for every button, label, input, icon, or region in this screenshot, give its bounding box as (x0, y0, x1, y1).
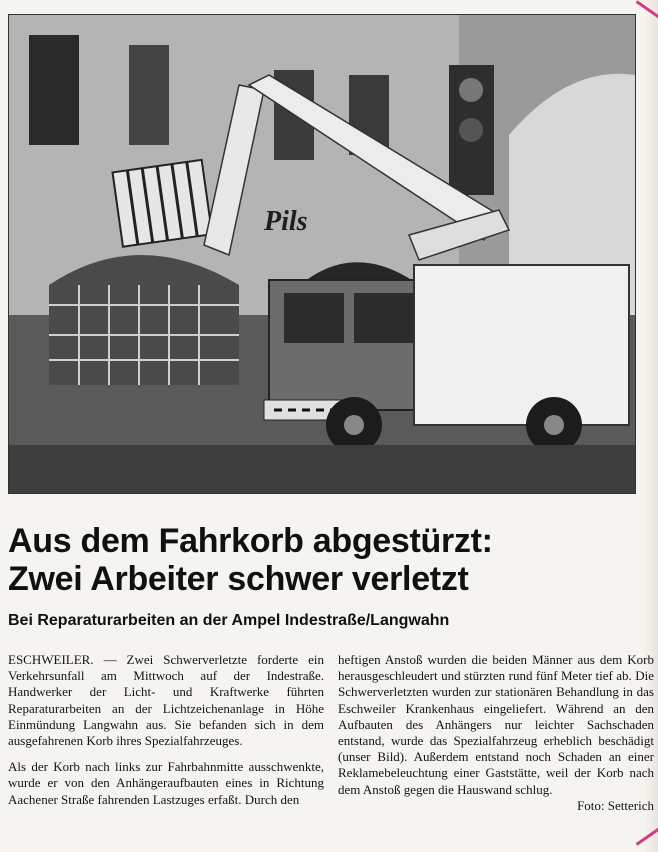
paragraph: Als der Korb nach links zur Fahrbahnmitte ausschwenkte, wurde er von den Anhängeraufbauten eines in Richtung Aachener Straße fahrenden Lastzuges erfaßt. Durch den (8, 759, 324, 807)
paragraph: heftigen Anstoß wurden die beiden Männer aus dem Korb herausgeschleudert und stürzten rund fünf Meter tief ab. Die Schwerverletzten wurden zur stationären Behandlung in das Eschweiler Krankenhaus eingeliefert. Während an den Aufbauten des Anhängers nur leichter Sachschaden entstand, wurde das Spezialfahrzeug erheblich beschädigt (unser Bild). Außerdem entstand noch Schaden an einer Reklamebeleuchtung einer Gaststätte, weil der Korb nach dem Anstoß gegen die Hauswand schlug. (338, 652, 654, 797)
subheadline: Bei Reparaturarbeiten an der Ampel Indestraße/Langwahn (8, 612, 450, 629)
news-photo (8, 14, 636, 494)
headline-line-2: Zwei Arbeiter schwer verletzt (8, 560, 469, 598)
photo-illustration (9, 15, 635, 493)
paragraph: ESCHWEILER. — Zwei Schwerverletzte forderte ein Verkehrsunfall am Mittwoch auf der Indestraße. Handwerker der Licht- und Kraftwerke führten Reparaturarbeiten an der Lichtzeichenanlage in Höhe Einmündung Langwahn aus. Sie befanden sich in dem ausgefahrenen Korb ihres Spezialfahrzeuges. (8, 652, 324, 749)
article-body (8, 652, 654, 818)
photo-credit: Foto: Setterich (577, 797, 654, 813)
headline (8, 522, 648, 598)
column-1 (8, 652, 324, 818)
headline-line-1: Aus dem Fahrkorb abgestürzt: (8, 522, 493, 560)
column-2 (338, 652, 654, 818)
pils-sign: Pils (264, 206, 308, 237)
